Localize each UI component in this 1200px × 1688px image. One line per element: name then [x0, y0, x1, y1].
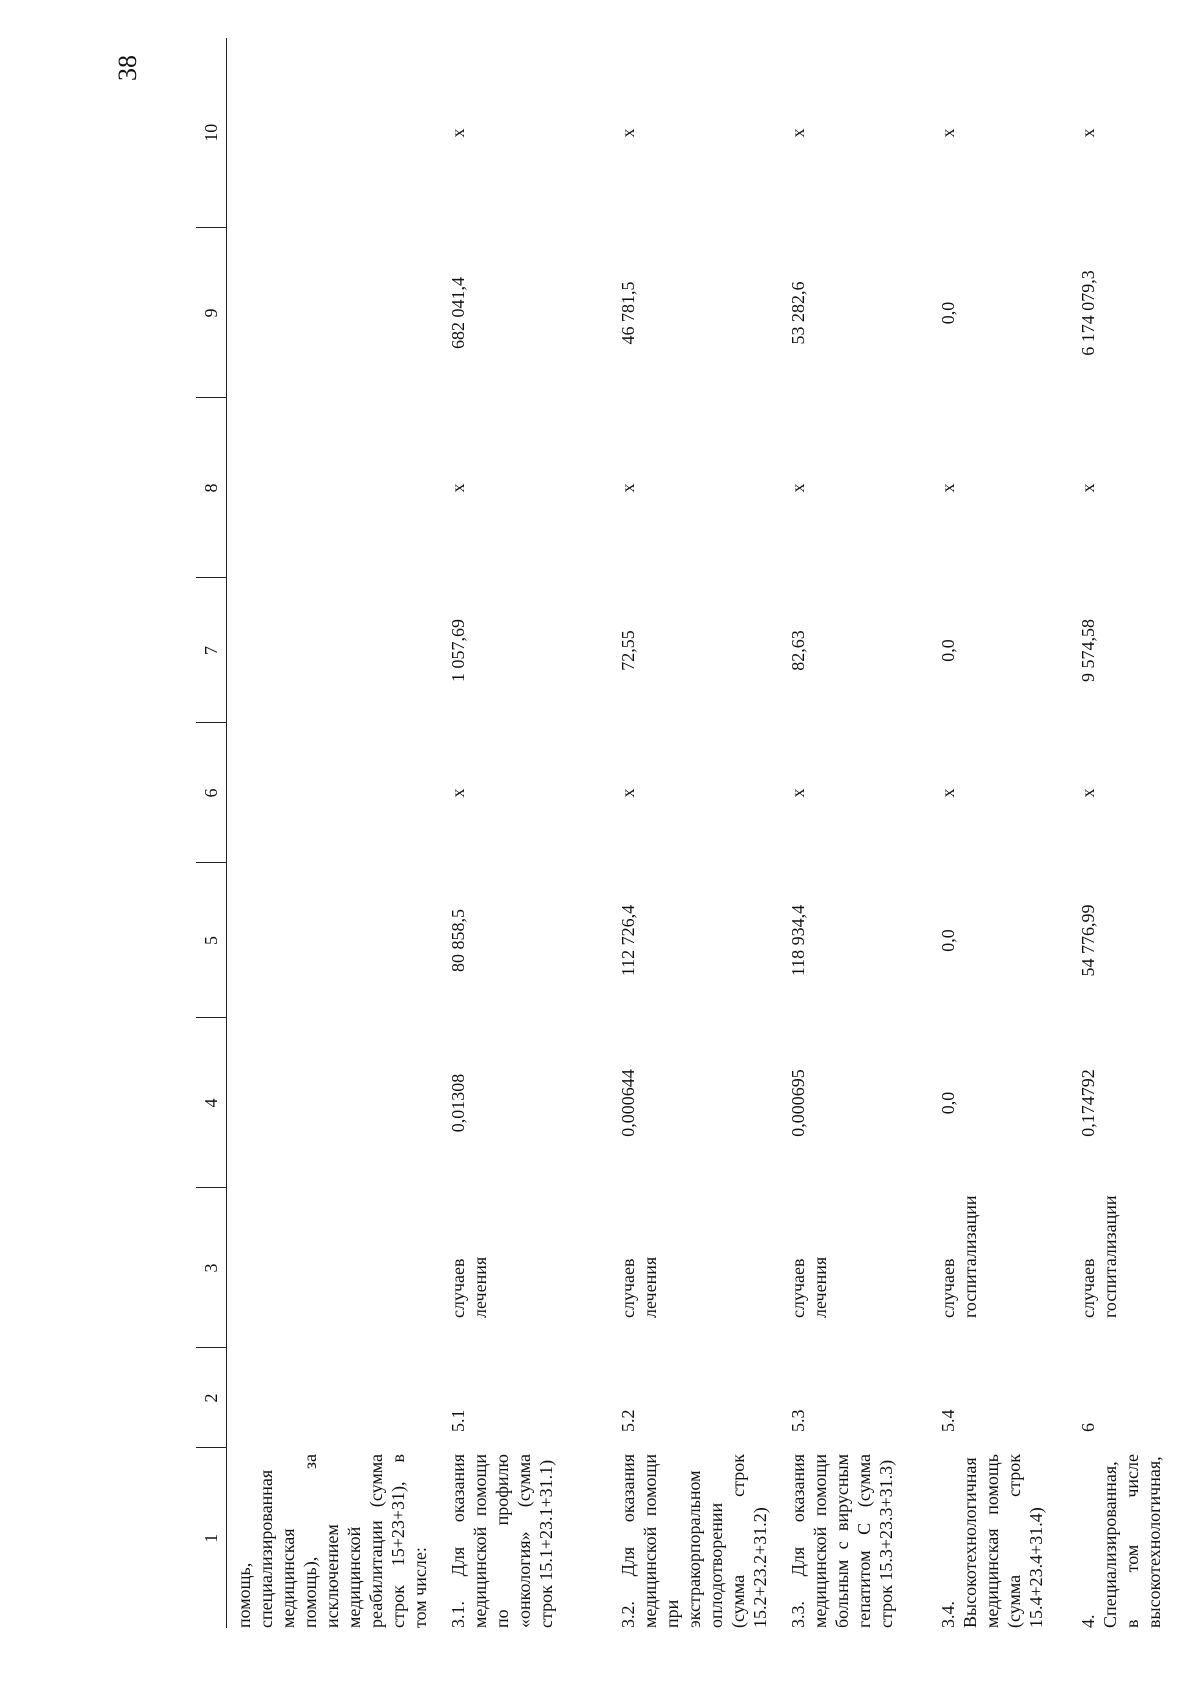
per-capita-cell: 1 057,69 — [448, 619, 468, 682]
cost-cell: 54 776,99 — [1078, 904, 1098, 977]
norm-cell — [227, 1018, 438, 1188]
row-code-cell: 5.4 — [938, 1409, 958, 1432]
per-capita-cell — [227, 578, 438, 723]
norm-cell: 0,0 — [938, 1091, 958, 1115]
col10-cell: х — [618, 128, 638, 138]
rotated-table-wrapper — [196, 38, 1164, 1628]
row-code-cell: 6 — [1078, 1423, 1098, 1432]
norm-cell: 0,000695 — [788, 1069, 808, 1137]
unit-cell: случаев лечения — [448, 1256, 490, 1318]
column-number-header: 1 — [196, 1448, 227, 1628]
unit-cell: случаев лечения — [788, 1256, 830, 1318]
total-cell: 6 174 079,3 — [1078, 270, 1098, 356]
row-name-cell: 3.4. Высокотехнологичная медицинская помощь (сумма строк 15.4+23.4+31.4) — [938, 1454, 1046, 1628]
column-number-header: 3 — [196, 1188, 227, 1348]
unit-cell: случаев лечения — [618, 1256, 660, 1318]
per-capita-cell: 9 574,58 — [1078, 619, 1098, 682]
per-capita-cell: 0,0 — [938, 639, 958, 662]
col6-cell: х — [938, 788, 958, 798]
col8-cell — [227, 398, 438, 578]
norm-cell: 0,174792 — [1078, 1069, 1098, 1137]
page-number: 38 — [113, 55, 142, 81]
data-table — [196, 38, 1197, 1628]
unit-cell — [227, 1188, 438, 1348]
col6-cell: х — [448, 788, 468, 798]
table-header — [196, 38, 227, 1628]
column-number-header: 6 — [196, 723, 227, 863]
column-number-header: 7 — [196, 578, 227, 723]
total-cell — [227, 228, 438, 398]
per-capita-cell: 72,55 — [618, 630, 638, 671]
col10-cell: х — [938, 128, 958, 138]
col6-cell — [227, 723, 438, 863]
row-name-cell: 3.3. Для оказания медицинской помощи больным с вирусным гепатитом С (сумма строк 15.3+23.3+31.3) — [788, 1454, 896, 1628]
column-number-header: 8 — [196, 398, 227, 578]
table-row — [227, 38, 438, 1628]
total-cell: 0,0 — [938, 301, 958, 325]
column-number-header: 4 — [196, 1018, 227, 1188]
table-row — [607, 38, 777, 1628]
norm-cell: 0,01308 — [448, 1073, 468, 1133]
column-number-header: 5 — [196, 863, 227, 1018]
col8-cell: х — [938, 483, 958, 493]
col6-cell: х — [788, 788, 808, 798]
row-code-cell: 5.1 — [448, 1409, 468, 1432]
row-name-cell: 3.2. Для оказания медицинской помощи при экстракорпоральном оплодотворении (сумма строк 15.2+23.2+31.2) — [618, 1454, 770, 1628]
total-cell: 53 282,6 — [788, 281, 808, 345]
col6-cell: х — [618, 788, 638, 798]
col6-cell: х — [1078, 788, 1098, 798]
col8-cell: х — [618, 483, 638, 493]
table-row — [927, 38, 1067, 1628]
row-name-cell: помощь, специализированная медицинская помощь), за исключением медицинской реабилитации (сумма строк 15+23+31), в том числе: — [234, 1454, 430, 1628]
table-body — [227, 38, 1198, 1628]
row-name-cell: 4. Специализированная, в том числе высокотехнологичная, — [1078, 1454, 1164, 1628]
cost-cell: 80 858,5 — [448, 909, 468, 972]
cost-cell: 112 726,4 — [618, 904, 638, 977]
row-code-cell: 5.2 — [618, 1409, 638, 1432]
header-row — [196, 38, 227, 1628]
norm-cell: 0,000644 — [618, 1069, 638, 1137]
col10-cell: х — [1078, 128, 1098, 138]
cost-cell — [227, 863, 438, 1018]
row-code-cell — [227, 1348, 438, 1448]
table-row — [1067, 38, 1197, 1628]
col8-cell: х — [788, 483, 808, 493]
cost-cell: 118 934,4 — [788, 904, 808, 977]
table-row — [437, 38, 607, 1628]
row-code-cell: 5.3 — [788, 1409, 808, 1432]
unit-cell: случаев госпитализации — [938, 1195, 980, 1318]
col8-cell: х — [448, 483, 468, 493]
column-number-header: 9 — [196, 228, 227, 398]
column-number-header: 2 — [196, 1348, 227, 1448]
col10-cell — [227, 38, 438, 228]
row-name-cell: 3.1. Для оказания медицинской помощи по профилю «онкология» (сумма строк 15.1+23.1+31.1) — [448, 1454, 556, 1628]
per-capita-cell: 82,63 — [788, 630, 808, 671]
col10-cell: х — [788, 128, 808, 138]
table-row — [777, 38, 927, 1628]
col8-cell: х — [1078, 483, 1098, 493]
total-cell: 46 781,5 — [618, 281, 638, 345]
column-number-header: 10 — [196, 38, 227, 228]
col10-cell: х — [448, 128, 468, 138]
cost-cell: 0,0 — [938, 929, 958, 952]
total-cell: 682 041,4 — [448, 277, 468, 349]
unit-cell: случаев госпитализации — [1078, 1195, 1120, 1318]
